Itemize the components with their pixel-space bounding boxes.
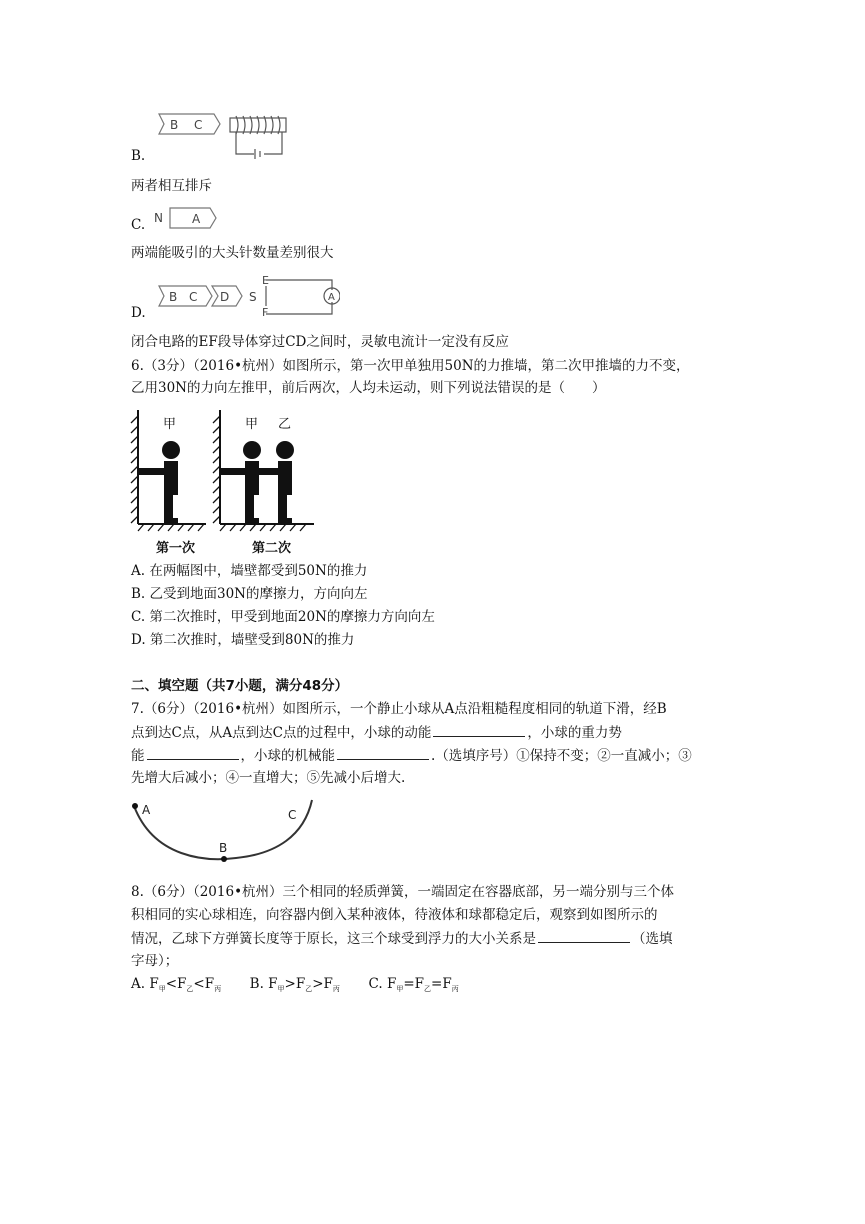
q7-line1: 7.（6分）（2016•杭州）如图所示，一个静止小球从A点沿粗糙程度相同的轨道下滑，经B [131,701,667,717]
section-heading-fill-in: 二、填空题（共7小题，满分48分） [131,678,349,694]
q7-blank-potential [147,746,239,760]
q5-option-b-text: 两者相互排斥 [131,178,212,194]
label-jia-first: 甲 [163,417,177,432]
q8-line3-text-b: （选填 [632,931,673,947]
magnet-label-d: D [220,290,230,304]
label-point-a: A [142,803,151,817]
q6-option-a: A. 在两幅图中，墙壁都受到50N的推力 [131,563,368,579]
label-point-b: B [219,841,228,855]
bar-magnet [159,114,220,134]
q8-line3 [131,929,673,948]
q8-line2: 积相同的实心球相连，向容器内倒入某种液体，待液体和球都稳定后，观察到如图所示的 [131,907,658,923]
person-yi-second [258,441,294,524]
point-b [221,856,227,862]
q7-line2-text-b: ，小球的重力势 [527,725,622,741]
magnet-label-a: A [192,212,201,226]
q6-stem-line2: 乙用30N的力向左推甲，前后两次，人均未运动，则下列说法错误的是（ ） [131,380,606,396]
person-jia-second [221,441,261,524]
q7-line3-text-b: ，小球的机械能 [240,748,335,764]
label-yi-second: 乙 [278,417,292,432]
wire-label-f: F [262,306,269,319]
figure-option-d [156,272,340,320]
magnet-label-c: C [194,118,203,132]
caption-first: 第一次 [156,541,196,556]
wire-label-e: E [262,274,269,287]
q6-option-b: B. 乙受到地面30N的摩擦力，方向向左 [131,586,368,602]
solenoid-coil [230,116,286,159]
q7-line3-text-a: 能 [131,748,145,764]
q8-option-c: C. $F_甲=F_乙=F_丙$ [368,976,459,993]
q7-blank-mechanical [337,746,429,760]
q7-line4: 先增大后减小；④一直增大；⑤先减小后增大. [131,770,406,786]
caption-second: 第二次 [252,541,292,556]
q5-option-b-letter: B. [131,148,146,164]
q5-option-c-letter: C. [131,217,146,233]
meter-label: A [328,292,335,303]
person-jia-first [139,441,180,524]
q8-option-b: B. $F_甲>F_乙>F_丙$ [249,976,340,993]
q7-line2-text-a: 点到达C点，从A点到达C点的过程中，小球的动能 [131,725,432,741]
q5-option-d-letter: D. [131,305,146,321]
q8-option-a: A. $F_甲<F_乙<F_丙$ [131,976,222,993]
magnet-label-c: C [189,290,198,304]
ball-point-a [132,803,138,809]
figure-option-c [150,204,225,232]
q6-stem-line1: 6.（3分）（2016•杭州）如图所示，第一次甲单独用50N的力推墙，第二次甲推墙的力不变， [131,358,690,374]
q5-option-c-text: 两端能吸引的大头针数量差别很大 [131,245,334,261]
q8-blank-buoyancy [538,929,630,943]
q7-line2 [131,723,622,742]
label-point-c: C [288,808,297,822]
q8-options [131,975,459,995]
q7-line3 [131,746,692,765]
q8-line3-text-a: 情况，乙球下方弹簧长度等于原长，这三个球受到浮力的大小关系是 [131,931,536,947]
q5-option-d-text: 闭合电路的EF段导体穿过CD之间时，灵敏电流计一定没有反应 [131,334,509,350]
figure-track [126,796,326,866]
q7-blank-kinetic [433,723,525,737]
pole-label-s: S [249,290,257,304]
figure-option-b [156,110,296,162]
label-jia-second: 甲 [245,417,259,432]
q6-option-c: C. 第二次推时，甲受到地面20N的摩擦力方向向左 [131,609,435,625]
pole-label-n: N [154,211,163,225]
q8-line4: 字母）； [131,953,179,969]
q7-line3-text-c: .（选填序号）①保持不变；②一直减小；③ [431,748,692,764]
magnet-label-b: B [169,290,178,304]
q6-option-d: D. 第二次推时，墙壁受到80N的推力 [131,632,355,648]
figure-push-wall [128,408,328,560]
bar-magnet-bc [159,286,212,306]
q8-line1: 8.（6分）（2016•杭州）三个相同的轻质弹簧，一端固定在容器底部，另一端分别与三个体 [131,884,675,900]
magnet-label-b: B [170,118,179,132]
